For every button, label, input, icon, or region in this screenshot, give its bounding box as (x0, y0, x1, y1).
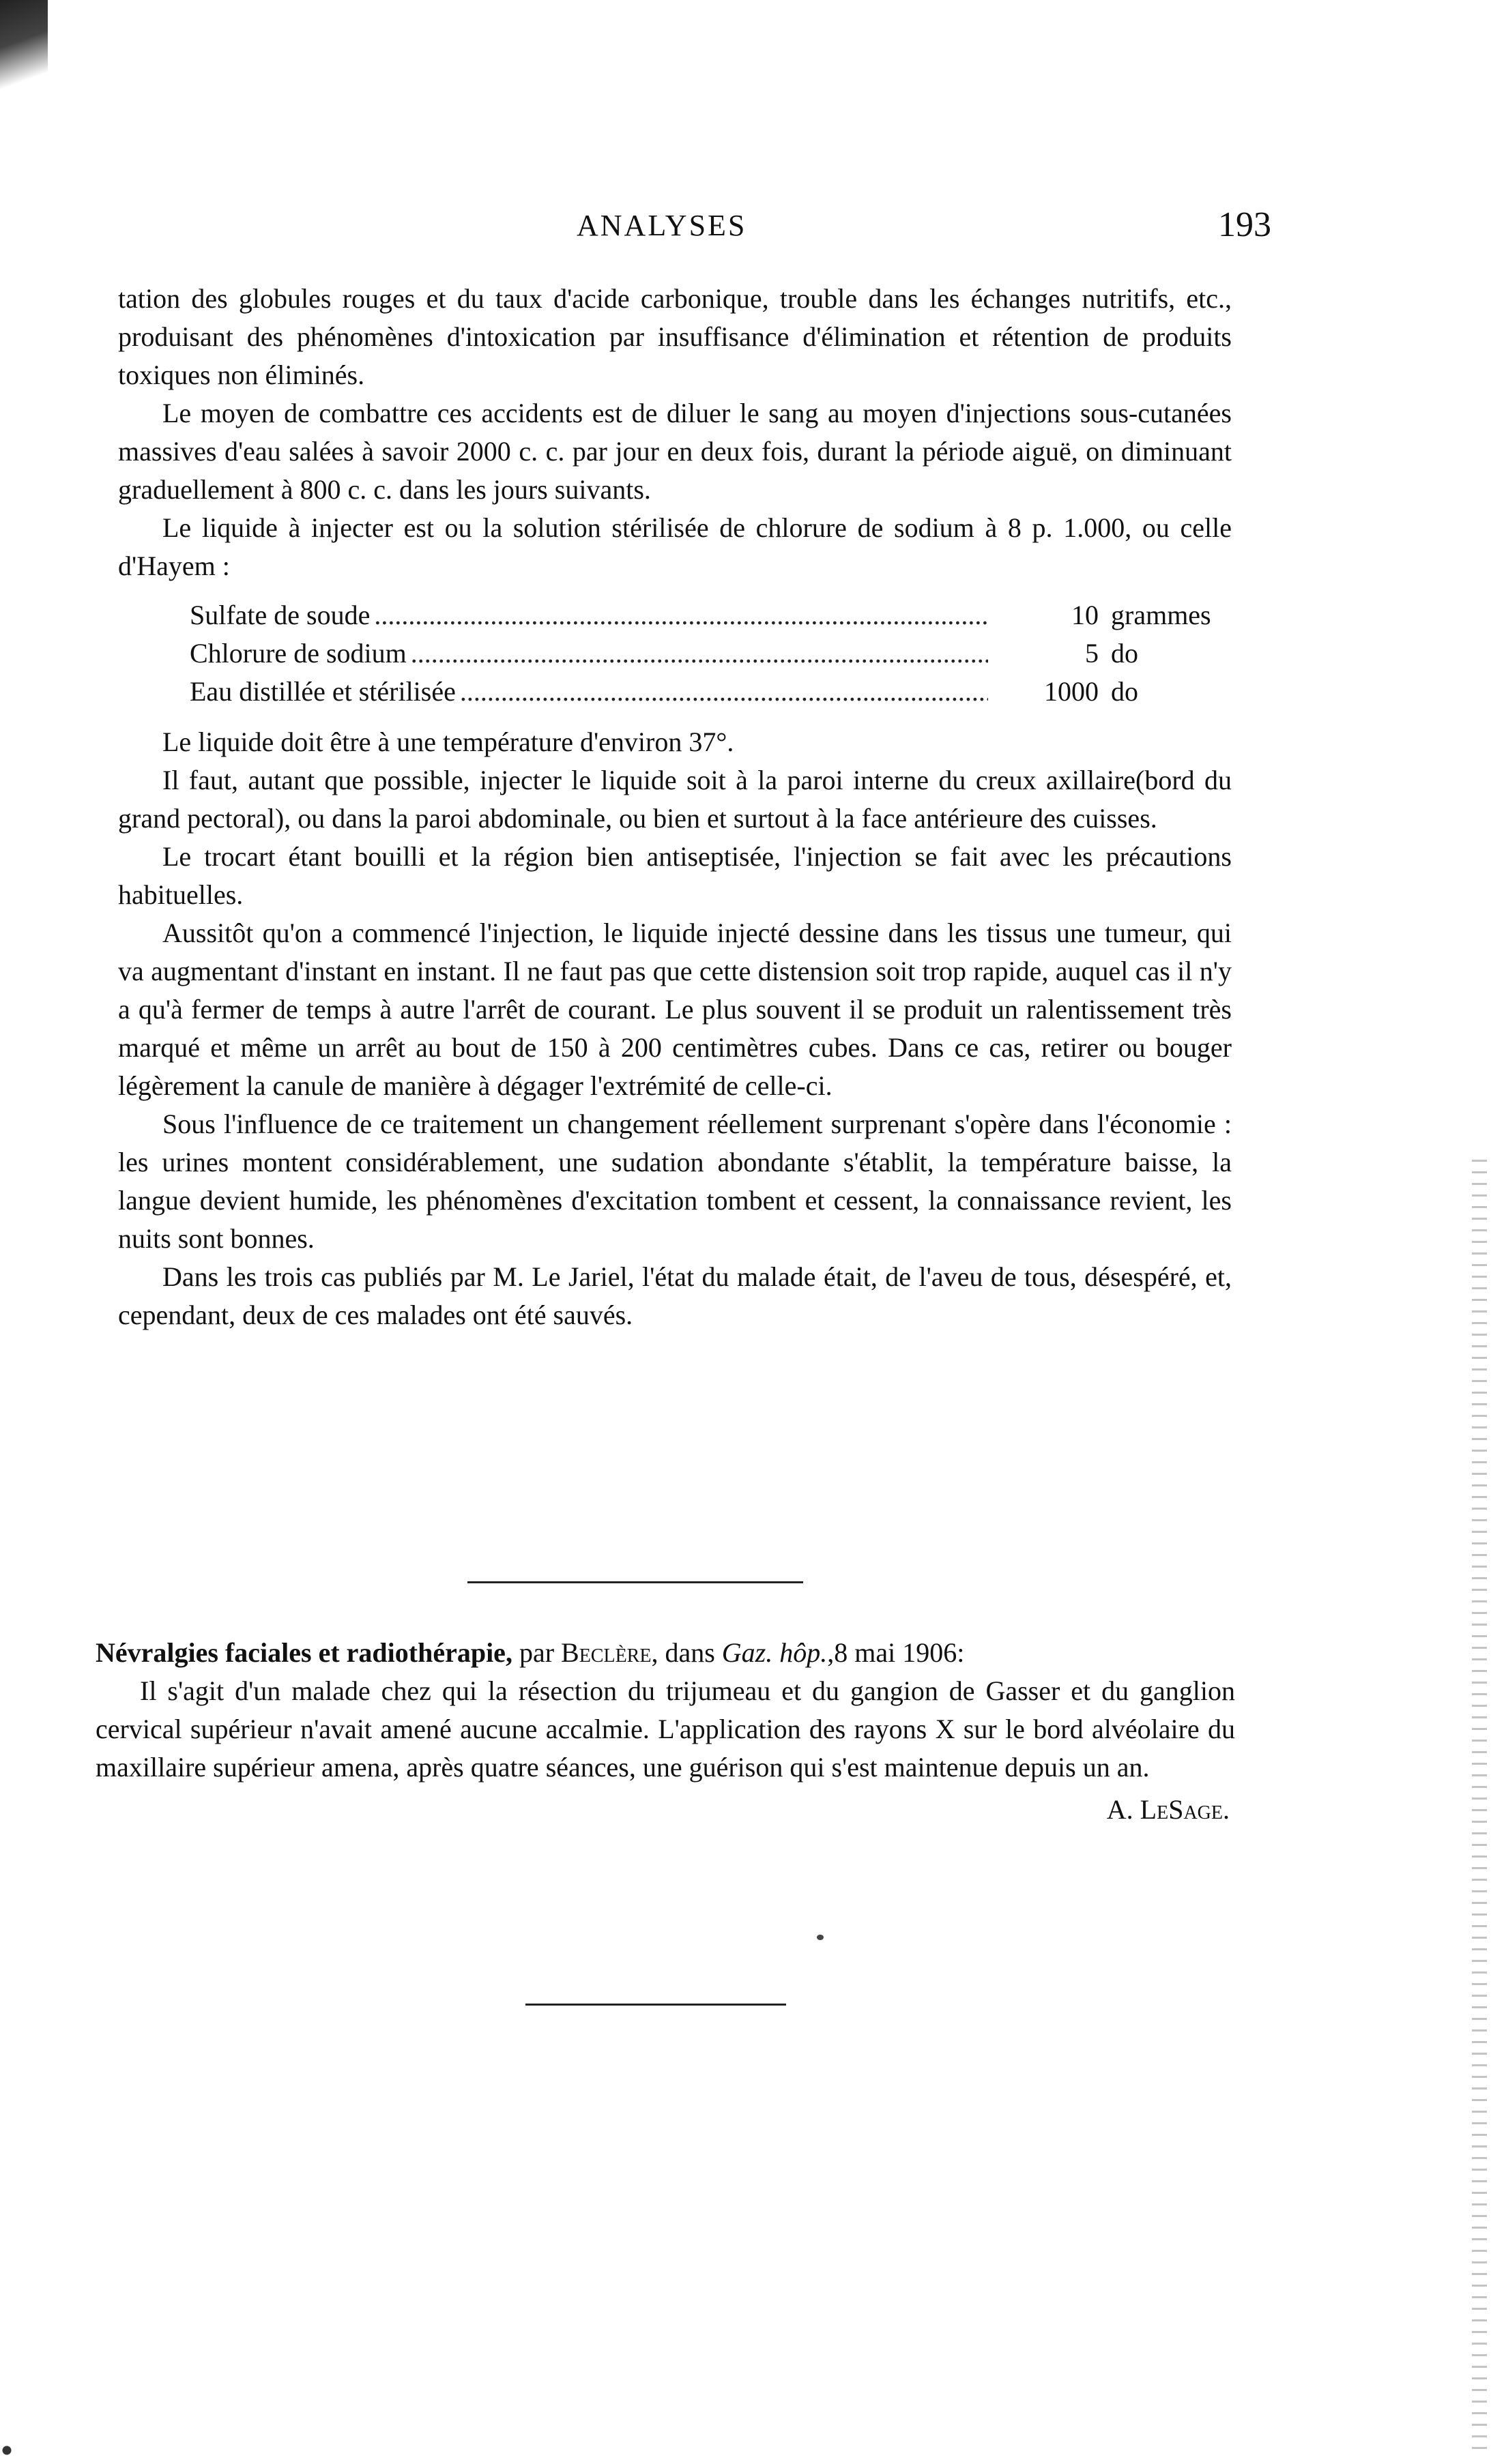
leader-dots (411, 634, 988, 673)
scan-corner-shadow (0, 0, 48, 102)
leader-dots (460, 673, 988, 711)
ingredient-quantity: 10 (1071, 600, 1099, 630)
scan-edge-noise (1472, 1160, 1487, 2456)
paragraph-9: Dans les trois cas publiés par M. Le Jariel, l'état du malade était, de l'aveu de tous, désespéré, et, cependant, deux de ces malades ont été sauvés. (118, 1261, 1232, 1330)
abstract-section (96, 1634, 1235, 1856)
page-number: 193 (1218, 205, 1271, 244)
section-divider (467, 1581, 803, 1583)
ingredient-name: Eau distillée et stérilisée (190, 676, 456, 707)
paragraph-3: Le liquide à injecter est ou la solution stérilisée de chlorure de sodium à 8 p. 1.000, ou celle d'Hayem : (118, 512, 1232, 581)
ingredient-name: Chlorure de sodium (190, 638, 407, 669)
citation-in: , dans (651, 1637, 722, 1668)
paragraph-7: Aussitôt qu'on a commencé l'injection, le liquide injecté dessine dans les tissus une tumeur, qui va augmentant d'instant en instant. Il ne faut pas que cette distension soit trop rapide, auquel cas il n'y a qu'à fermer de temps à autre l'arrêt de courant. Le plus souvent il se produit un ralentissement très marqué et même un arrêt au bout de 150 à 200 centimètres cubes. Dans ce cas, retirer ou bouger légèrement la canule de manière à dégager l'extrémité de celle-ci. (118, 918, 1232, 1101)
citation-journal: Gaz. hôp. (721, 1637, 828, 1668)
ingredient-quantity: 1000 (1044, 676, 1099, 707)
ingredient-unit: do (1111, 676, 1138, 707)
ingredient-unit: do (1111, 638, 1138, 669)
formula-table (190, 596, 1254, 711)
paragraph-8: Sous l'influence de ce traitement un changement réellement surprenant s'opère dans l'économie : les urines montent considérablement, une sudation abondante s'établit, la température baisse, la langue devient humide, les phénomènes d'excitation tombent et cessent, la connaissance revient, les nuits sont bonnes. (118, 1109, 1232, 1254)
running-head: ANALYSES (577, 209, 747, 242)
ingredient-quantity: 5 (1085, 638, 1099, 669)
citation-date: ,8 mai 1906: (827, 1637, 965, 1668)
paragraph-6: Le trocart étant bouilli et la région bien antiseptisée, l'injection se fait avec les précautions habituelles. (118, 841, 1232, 910)
citation-by: par (512, 1637, 562, 1668)
ingredient-unit: grammes (1111, 600, 1211, 630)
paragraph-4: Le liquide doit être à une température d'environ 37°. (162, 727, 734, 757)
paragraph-1: tation des globules rouges et du taux d'acide carbonique, trouble dans les échanges nutritifs, etc., produisant des phénomènes d'intoxication par insuffisance d'élimination et rétention de produits toxiques non éliminés. (118, 283, 1232, 390)
scan-edge-noise-left (0, 2409, 27, 2464)
paragraph-2: Le moyen de combattre ces accidents est de diluer le sang au moyen d'injections sous-cutanées massives d'eau salées à savoir 2000 c. c. par jour en deux fois, durant la période aiguë, on diminuant graduellement à 800 c. c. dans les jours suivants. (118, 398, 1232, 505)
end-divider (525, 2004, 786, 2006)
ingredient-name: Sulfate de soude (190, 600, 371, 630)
abstract-citation (96, 1634, 1235, 1672)
signature: A. LeSage. (1106, 1794, 1230, 1825)
ink-speck (817, 1935, 824, 1940)
formula-row (190, 634, 1254, 673)
leader-dots (374, 596, 988, 634)
citation-author: Beclère (561, 1637, 652, 1668)
abstract-text: Il s'agit d'un malade chez qui la résection du trijumeau et du gangion de Gasser et du ganglion cervical supérieur n'avait amené aucune accalmie. L'application des rayons X sur le bord alvéolaire du maxillaire supérieur amena, après quatre séances, une guérison qui s'est maintenue depuis un an. (96, 1675, 1235, 1783)
abstract-title: Névralgies faciales et radiothérapie, (96, 1637, 512, 1668)
formula-row (190, 596, 1254, 634)
paragraph-5: Il faut, autant que possible, injecter le liquide soit à la paroi interne du creux axillaire(bord du grand pectoral), ou dans la paroi abdominale, ou bien et surtout à la face antérieure des cuisses. (118, 765, 1232, 834)
article-body (118, 280, 1232, 1334)
formula-row (190, 673, 1254, 711)
